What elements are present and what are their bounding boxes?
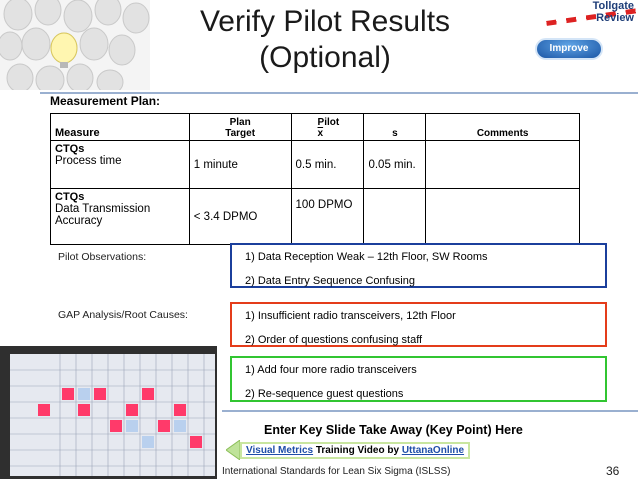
target-cell: < 3.4 DPMO — [189, 189, 291, 245]
target-cell: 1 minute — [189, 141, 291, 189]
comments-cell — [426, 141, 580, 189]
pilot-observations-label: Pilot Observations: — [58, 251, 147, 263]
comments-cell — [426, 189, 580, 245]
header-pilot-mean: Pilot $\overline{x}$ — [291, 114, 364, 141]
header-measure: Measure — [51, 114, 190, 141]
solutions-box — [230, 356, 607, 402]
list-item: 1) Insufficient radio transceivers, 12th Floor — [245, 310, 456, 322]
footer-divider — [222, 410, 638, 412]
measure-name: Process time — [55, 155, 122, 167]
uttana-online-link[interactable]: UttanaOnline — [401, 445, 465, 456]
page-number: 36 — [606, 464, 620, 478]
table-row: CTQs Process time 1 minute 0.5 min. 0.05 min. — [51, 141, 580, 189]
tollgate-review-badge — [566, 0, 638, 34]
pilot-cell: 0.5 min. — [291, 141, 364, 189]
footer-text: International Standards for Lean Six Sigma (ISLSS) — [222, 466, 451, 477]
training-video-link[interactable]: Visual Metrics Training Video by UttanaOnline — [240, 442, 470, 459]
list-item: 2) Data Entry Sequence Confusing — [245, 275, 415, 287]
list-item: 1) Data Reception Weak – 12th Floor, SW Rooms — [245, 251, 488, 263]
std-dev-cell — [364, 189, 426, 245]
page-title: Verify Pilot Results (Optional) — [199, 5, 451, 74]
std-dev-cell: 0.05 min. — [364, 141, 426, 189]
check-sheet-photo — [0, 346, 217, 479]
key-point-text: Enter Key Slide Take Away (Key Point) Here — [264, 423, 523, 437]
improve-phase-badge: Improve — [535, 38, 603, 60]
light-bulbs-image — [0, 0, 150, 90]
pilot-observations-box — [230, 243, 607, 288]
tollgate-label: Tollgate — [592, 0, 634, 12]
left-arrow-icon[interactable] — [226, 440, 240, 460]
table-row: CTQs Data Transmission Accuracy < 3.4 DPMO 100 DPMO — [51, 189, 580, 245]
header-comments: Comments — [426, 114, 580, 141]
measure-name: Data Transmission Accuracy — [55, 203, 151, 227]
header-std-dev: s — [364, 114, 426, 141]
measurement-plan-table — [50, 113, 580, 245]
gap-analysis-box — [230, 302, 607, 347]
list-item: 1) Add four more radio transceivers — [245, 364, 417, 376]
review-label: Review — [596, 12, 634, 24]
pilot-cell: 100 DPMO — [291, 189, 364, 245]
header-plan-target: Plan Target — [189, 114, 291, 141]
measurement-plan-label: Measurement Plan: — [50, 94, 161, 108]
visual-metrics-link[interactable]: Visual Metrics — [246, 445, 314, 456]
list-item: 2) Re-sequence guest questions — [245, 388, 404, 400]
gap-analysis-label: GAP Analysis/Root Causes: — [58, 309, 188, 321]
table-header-row — [51, 114, 580, 141]
list-item: 2) Order of questions confusing staff — [245, 334, 423, 346]
